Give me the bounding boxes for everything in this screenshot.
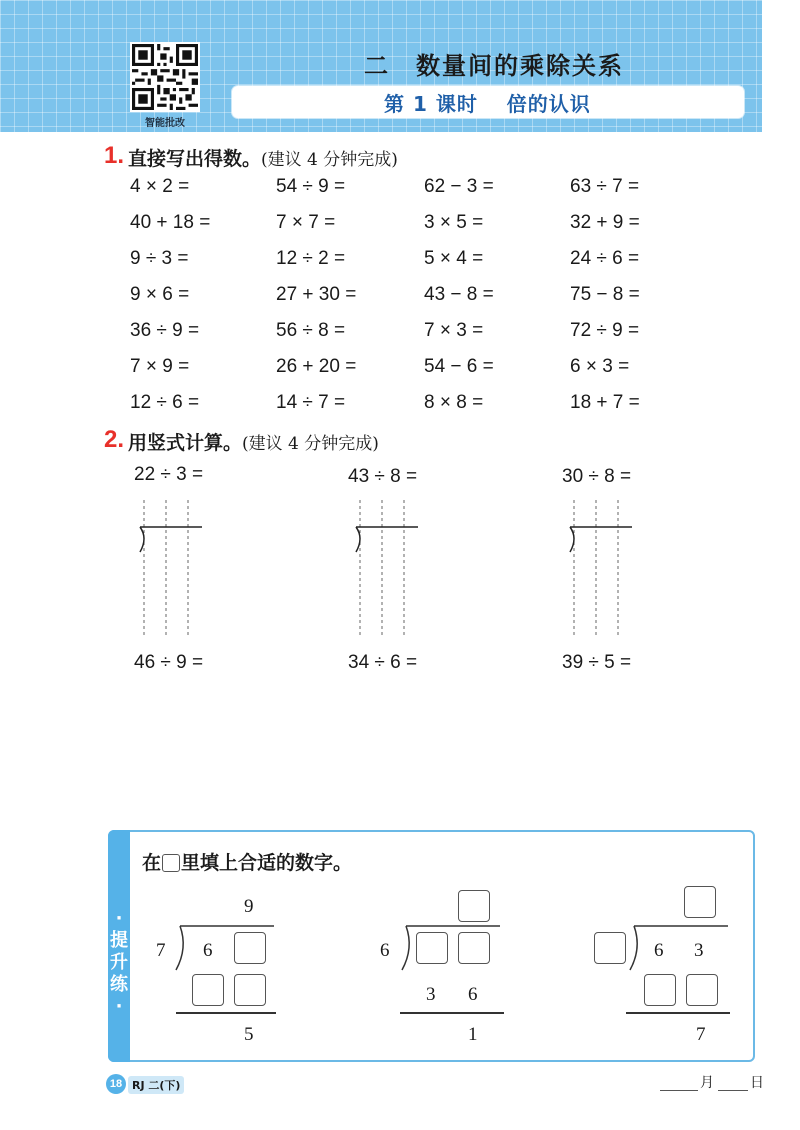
oral-problem: 4 × 2 = (130, 176, 190, 197)
puzzle-2-product-digit-2: 6 (468, 984, 478, 1005)
puzzle-2-box-dividend-1[interactable] (416, 932, 448, 964)
oral-problem: 32 + 9 = (570, 212, 640, 233)
puzzle-1-line (176, 1012, 276, 1014)
section-2-number: 2. (104, 426, 125, 453)
oral-problem: 7 × 9 = (130, 356, 190, 377)
puzzle-2-product-digit-1: 3 (426, 984, 436, 1005)
oral-problem: 9 ÷ 3 = (130, 248, 189, 269)
extension-title-before: 在 (142, 852, 162, 874)
written-problem-2: 43 ÷ 8 = (348, 466, 418, 487)
puzzle-1-remainder: 5 (244, 1024, 254, 1045)
puzzle-3-dividend-digit-1: 6 (654, 940, 664, 961)
written-problem-6: 39 ÷ 5 = (562, 652, 632, 673)
square-box-icon (162, 854, 180, 872)
written-problem-1: 22 ÷ 3 = (134, 464, 204, 485)
oral-problem: 3 × 5 = (424, 212, 484, 233)
written-problem-5: 34 ÷ 6 = (348, 652, 418, 673)
section-2-title-text: 用竖式计算。 (128, 432, 243, 454)
page-number-badge: 18 (106, 1074, 126, 1094)
oral-problem: 9 × 6 = (130, 284, 190, 305)
section-1-hint: (建议 4 分钟完成) (261, 150, 398, 170)
written-problem-3: 30 ÷ 8 = (562, 466, 632, 487)
oral-problem: 56 ÷ 8 = (276, 320, 346, 341)
qr-code-icon[interactable] (130, 42, 200, 112)
extension-side-label: · 提 升 练 · (110, 908, 128, 1017)
unit-title: 二 数量间的乘除关系 (364, 52, 624, 80)
division-frame-2[interactable] (348, 500, 438, 640)
puzzle-2-box-dividend-2[interactable] (458, 932, 490, 964)
puzzle-3-bracket (624, 924, 734, 974)
oral-problem: 40 + 18 = (130, 212, 211, 233)
puzzle-1-box-dividend[interactable] (234, 932, 266, 964)
oral-problem: 62 − 3 = (424, 176, 494, 197)
oral-problem: 27 + 30 = (276, 284, 357, 305)
puzzle-3-remainder: 7 (696, 1024, 706, 1045)
puzzle-1-divisor: 7 (156, 940, 166, 961)
section-1-number: 1. (104, 142, 125, 169)
oral-problem: 14 ÷ 7 = (276, 392, 346, 413)
puzzle-1-box-product-1[interactable] (192, 974, 224, 1006)
edition-tag: RJ 二(下) (128, 1076, 184, 1094)
puzzle-3-box-product-1[interactable] (644, 974, 676, 1006)
oral-problem: 72 ÷ 9 = (570, 320, 640, 341)
oral-problem: 6 × 3 = (570, 356, 630, 377)
oral-problem: 12 ÷ 6 = (130, 392, 200, 413)
extension-title-after: 里填上合适的数字。 (181, 852, 353, 874)
oral-problem: 26 + 20 = (276, 356, 357, 377)
puzzle-2-remainder: 1 (468, 1024, 478, 1045)
division-frame-3[interactable] (562, 500, 652, 640)
oral-problem: 24 ÷ 6 = (570, 248, 640, 269)
puzzle-3-line (626, 1012, 730, 1014)
oral-problem: 5 × 4 = (424, 248, 484, 269)
oral-problem: 75 − 8 = (570, 284, 640, 305)
extension-title (142, 848, 352, 875)
written-problem-4: 46 ÷ 9 = (134, 652, 204, 673)
section-1-title-text: 直接写出得数。 (128, 148, 262, 170)
oral-problem: 12 ÷ 2 = (276, 248, 346, 269)
day-label: 日 (750, 1075, 764, 1091)
month-label: 月 (700, 1075, 714, 1091)
section-2-hint: (建议 4 分钟完成) (242, 434, 379, 454)
oral-problem: 8 × 8 = (424, 392, 484, 413)
puzzle-1-box-product-2[interactable] (234, 974, 266, 1006)
oral-problem: 54 − 6 = (424, 356, 494, 377)
oral-problem: 36 ÷ 9 = (130, 320, 200, 341)
puzzle-3-box-quotient[interactable] (684, 886, 716, 918)
puzzle-2-box-quotient[interactable] (458, 890, 490, 922)
oral-problem: 63 ÷ 7 = (570, 176, 640, 197)
qr-code-label: 智能批改 (145, 118, 185, 129)
puzzle-3-box-divisor[interactable] (594, 932, 626, 964)
section-1-title (128, 144, 398, 171)
division-frame-1[interactable] (132, 500, 222, 640)
section-2-title (128, 428, 379, 455)
puzzle-3-dividend-digit-2: 3 (694, 940, 704, 961)
oral-problem: 18 + 7 = (570, 392, 640, 413)
puzzle-2-divisor: 6 (380, 940, 390, 961)
lesson-title: 第 1 课时 倍的认识 (384, 92, 591, 116)
oral-problem: 54 ÷ 9 = (276, 176, 346, 197)
oral-problem: 7 × 3 = (424, 320, 484, 341)
month-blank[interactable] (660, 1090, 698, 1091)
puzzle-1-dividend-digit: 6 (203, 940, 213, 961)
oral-problem: 43 − 8 = (424, 284, 494, 305)
puzzle-2-line (400, 1012, 504, 1014)
day-blank[interactable] (718, 1090, 748, 1091)
puzzle-3-box-product-2[interactable] (686, 974, 718, 1006)
puzzle-1-quotient: 9 (244, 896, 254, 917)
oral-problem: 7 × 7 = (276, 212, 336, 233)
